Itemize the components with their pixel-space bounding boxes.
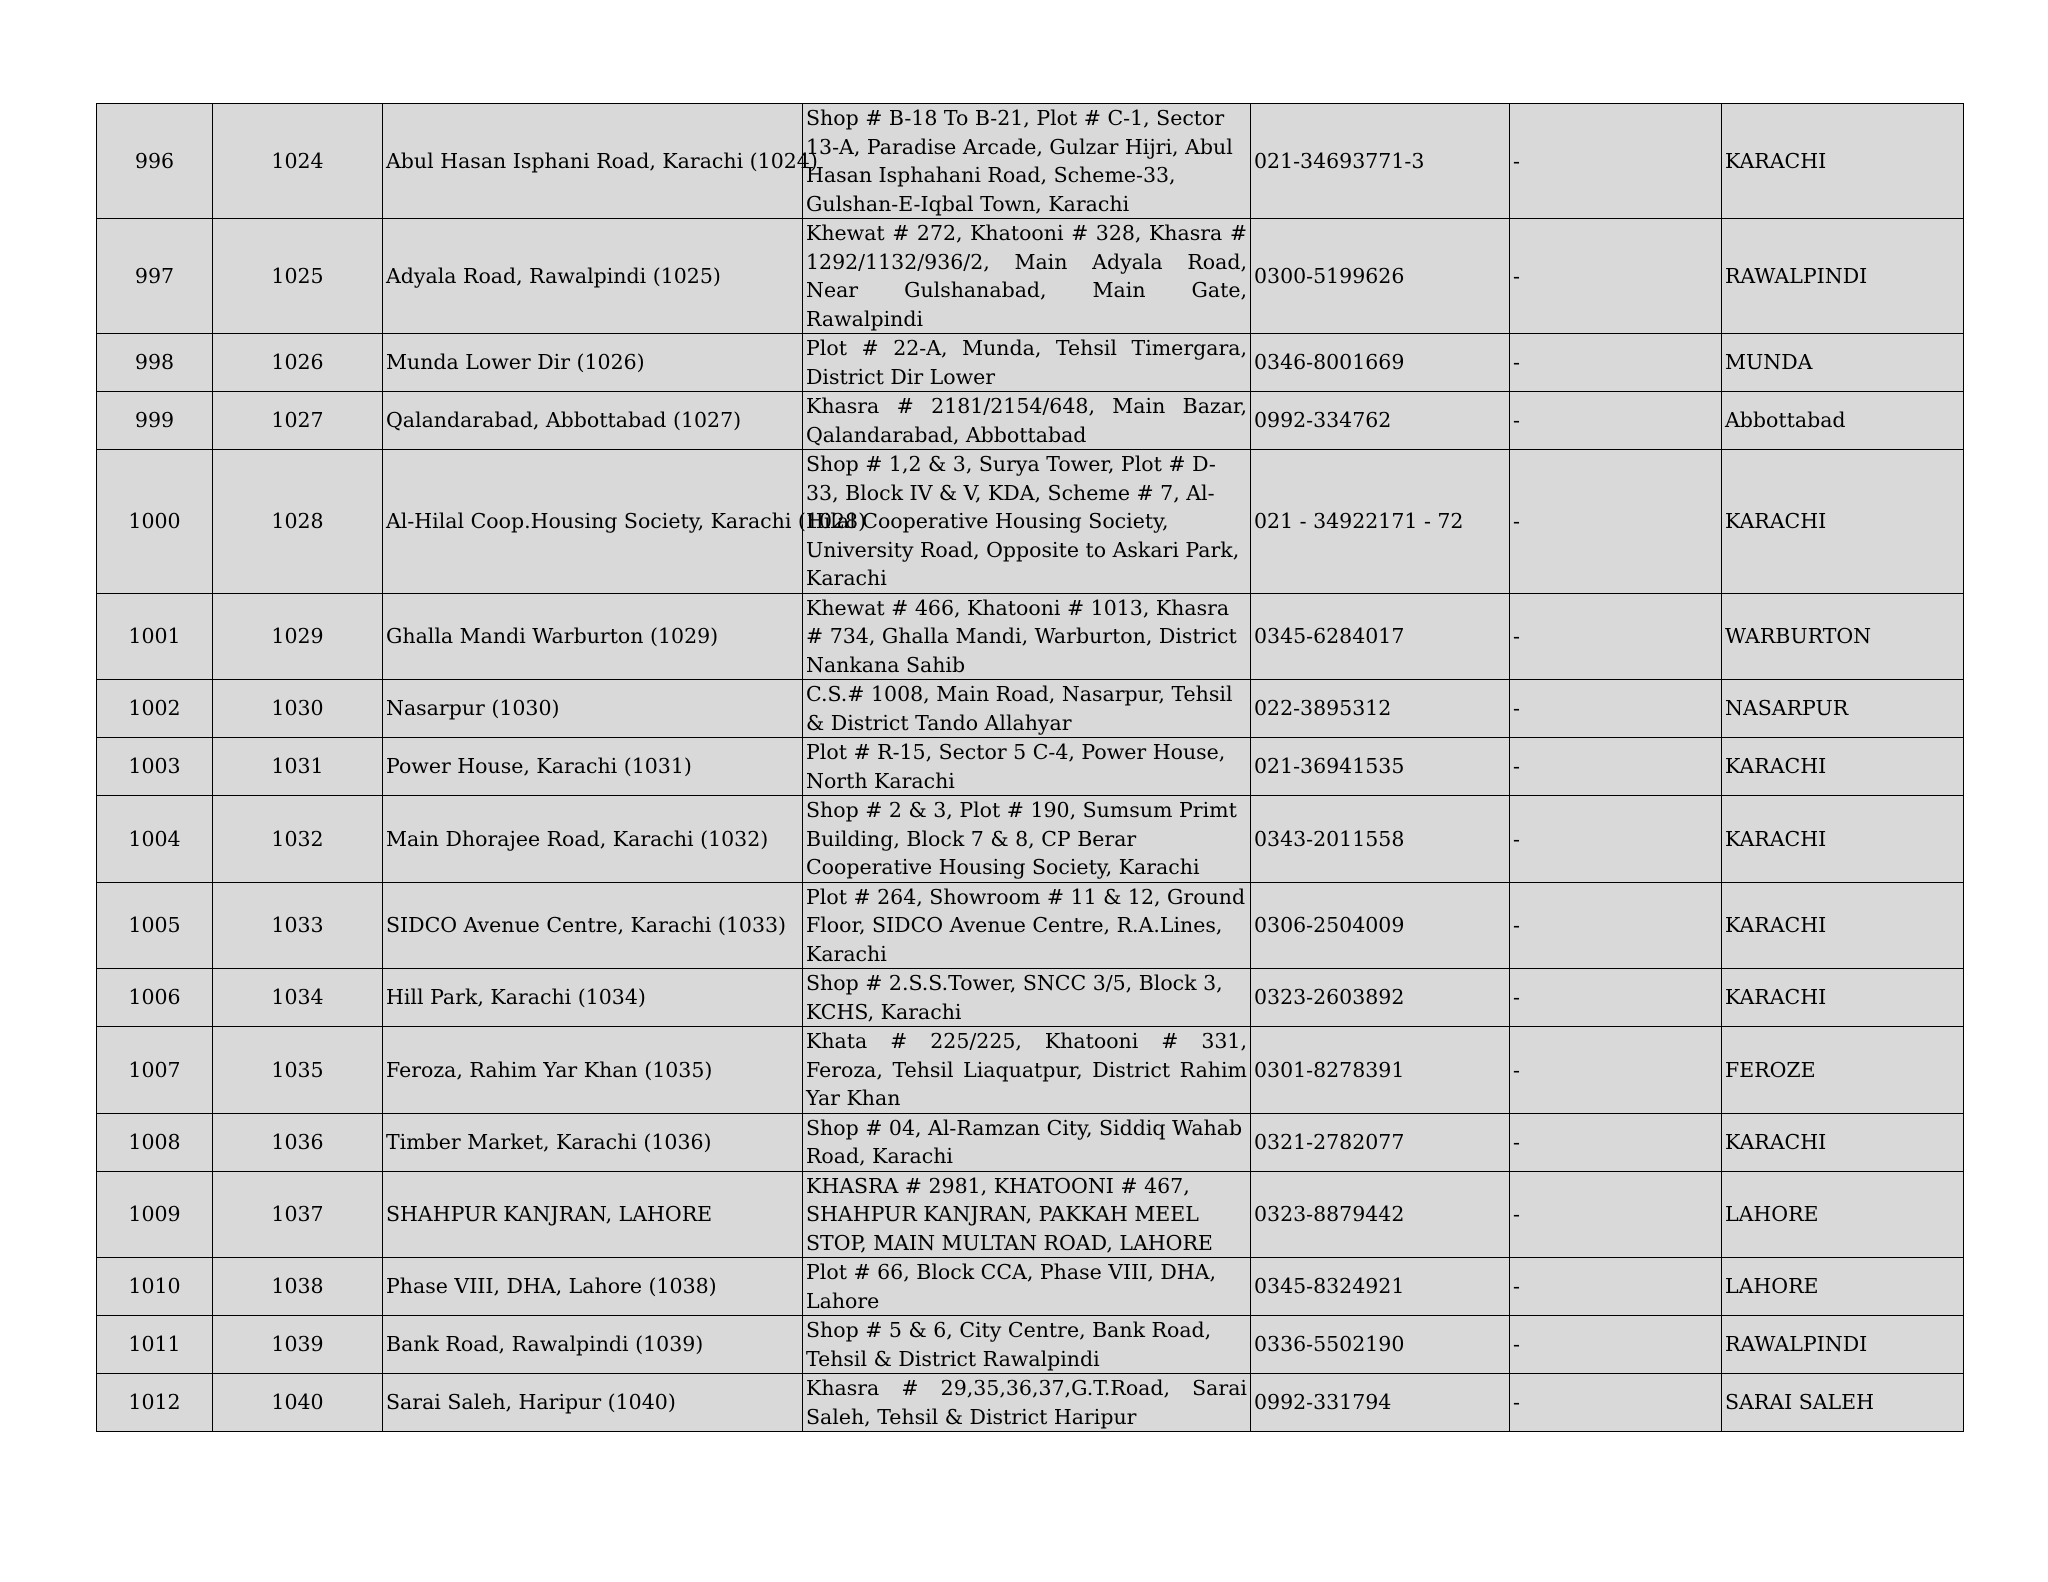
phone-cell: 0323-2603892 <box>1251 969 1510 1027</box>
branch-code-cell: 1026 <box>213 334 383 392</box>
phone-cell: 0345-8324921 <box>1251 1258 1510 1316</box>
city-cell: KARACHI <box>1722 1113 1964 1171</box>
branch-name-cell: Adyala Road, Rawalpindi (1025) <box>383 219 803 334</box>
phone-cell: 022-3895312 <box>1251 680 1510 738</box>
address-cell: Khewat # 272, Khatooni # 328, Khasra # 1292/1132/936/2, Main Adyala Road, Near Gulshanabad, Main Gate, Rawalpindi <box>803 219 1251 334</box>
table-row <box>97 104 1964 219</box>
serial-number-cell: 1002 <box>97 680 213 738</box>
city-cell: RAWALPINDI <box>1722 219 1964 334</box>
branch-code-cell: 1028 <box>213 450 383 594</box>
fax-cell: - <box>1510 334 1722 392</box>
fax-cell: - <box>1510 1374 1722 1432</box>
phone-cell: 0992-334762 <box>1251 392 1510 450</box>
phone-cell: 0336-5502190 <box>1251 1316 1510 1374</box>
city-cell: KARACHI <box>1722 450 1964 594</box>
table-row <box>97 738 1964 796</box>
branch-name-cell: Ghalla Mandi Warburton (1029) <box>383 593 803 680</box>
phone-cell: 0343-2011558 <box>1251 796 1510 883</box>
branch-name-cell: Munda Lower Dir (1026) <box>383 334 803 392</box>
branch-name-cell: Nasarpur (1030) <box>383 680 803 738</box>
phone-cell: 021-36941535 <box>1251 738 1510 796</box>
branch-name-cell: Feroza, Rahim Yar Khan (1035) <box>383 1027 803 1114</box>
address-cell: Plot # 264, Showroom # 11 & 12, Ground Floor, SIDCO Avenue Centre, R.A.Lines, Karachi <box>803 882 1251 969</box>
fax-cell: - <box>1510 450 1722 594</box>
serial-number-cell: 1009 <box>97 1171 213 1258</box>
branch-code-cell: 1036 <box>213 1113 383 1171</box>
branch-code-cell: 1039 <box>213 1316 383 1374</box>
fax-cell: - <box>1510 392 1722 450</box>
serial-number-cell: 1000 <box>97 450 213 594</box>
address-cell: Khata # 225/225, Khatooni # 331, Feroza, Tehsil Liaquatpur, District Rahim Yar Khan <box>803 1027 1251 1114</box>
phone-cell: 021-34693771-3 <box>1251 104 1510 219</box>
address-cell: Shop # 5 & 6, City Centre, Bank Road, Tehsil & District Rawalpindi <box>803 1316 1251 1374</box>
phone-cell: 0306-2504009 <box>1251 882 1510 969</box>
branch-name-cell: Sarai Saleh, Haripur (1040) <box>383 1374 803 1432</box>
city-cell: Abbottabad <box>1722 392 1964 450</box>
serial-number-cell: 1008 <box>97 1113 213 1171</box>
phone-cell: 0321-2782077 <box>1251 1113 1510 1171</box>
branch-code-cell: 1034 <box>213 969 383 1027</box>
fax-cell: - <box>1510 1027 1722 1114</box>
branch-name-cell: Main Dhorajee Road, Karachi (1032) <box>383 796 803 883</box>
branch-code-cell: 1029 <box>213 593 383 680</box>
serial-number-cell: 1004 <box>97 796 213 883</box>
branch-code-cell: 1032 <box>213 796 383 883</box>
address-cell: Shop # 1,2 & 3, Surya Tower, Plot # D-33, Block IV & V, KDA, Scheme # 7, Al-Hilal Cooperative Housing Society, University Road, Opposite to Askari Park, Karachi <box>803 450 1251 594</box>
table-row <box>97 1027 1964 1114</box>
serial-number-cell: 996 <box>97 104 213 219</box>
address-cell: Plot # 22-A, Munda, Tehsil Timergara, District Dir Lower <box>803 334 1251 392</box>
table-row <box>97 450 1964 594</box>
fax-cell: - <box>1510 1316 1722 1374</box>
branch-name-cell: Timber Market, Karachi (1036) <box>383 1113 803 1171</box>
city-cell: WARBURTON <box>1722 593 1964 680</box>
phone-cell: 021 - 34922171 - 72 <box>1251 450 1510 594</box>
serial-number-cell: 1007 <box>97 1027 213 1114</box>
address-cell: C.S.# 1008, Main Road, Nasarpur, Tehsil & District Tando Allahyar <box>803 680 1251 738</box>
table-row <box>97 969 1964 1027</box>
serial-number-cell: 1010 <box>97 1258 213 1316</box>
address-cell: Shop # 2.S.S.Tower, SNCC 3/5, Block 3, KCHS, Karachi <box>803 969 1251 1027</box>
city-cell: MUNDA <box>1722 334 1964 392</box>
serial-number-cell: 998 <box>97 334 213 392</box>
city-cell: FEROZE <box>1722 1027 1964 1114</box>
fax-cell: - <box>1510 680 1722 738</box>
city-cell: KARACHI <box>1722 738 1964 796</box>
fax-cell: - <box>1510 882 1722 969</box>
address-cell: Shop # 2 & 3, Plot # 190, Sumsum Primt Building, Block 7 & 8, CP Berar Cooperative Housing Society, Karachi <box>803 796 1251 883</box>
city-cell: LAHORE <box>1722 1258 1964 1316</box>
branch-code-cell: 1025 <box>213 219 383 334</box>
branch-table <box>96 103 1964 1432</box>
table-row <box>97 882 1964 969</box>
phone-cell: 0301-8278391 <box>1251 1027 1510 1114</box>
serial-number-cell: 1012 <box>97 1374 213 1432</box>
fax-cell: - <box>1510 104 1722 219</box>
branch-name-cell: Bank Road, Rawalpindi (1039) <box>383 1316 803 1374</box>
branch-name-cell: Abul Hasan Isphani Road, Karachi (1024) <box>383 104 803 219</box>
fax-cell: - <box>1510 796 1722 883</box>
table-row <box>97 680 1964 738</box>
fax-cell: - <box>1510 1171 1722 1258</box>
branch-code-cell: 1027 <box>213 392 383 450</box>
city-cell: RAWALPINDI <box>1722 1316 1964 1374</box>
fax-cell: - <box>1510 1258 1722 1316</box>
serial-number-cell: 1005 <box>97 882 213 969</box>
phone-cell: 0300-5199626 <box>1251 219 1510 334</box>
branch-name-cell: Power House, Karachi (1031) <box>383 738 803 796</box>
address-cell: Plot # 66, Block CCA, Phase VIII, DHA, Lahore <box>803 1258 1251 1316</box>
phone-cell: 0345-6284017 <box>1251 593 1510 680</box>
serial-number-cell: 999 <box>97 392 213 450</box>
phone-cell: 0323-8879442 <box>1251 1171 1510 1258</box>
table-row <box>97 1316 1964 1374</box>
branch-code-cell: 1024 <box>213 104 383 219</box>
branch-code-cell: 1031 <box>213 738 383 796</box>
address-cell: KHASRA # 2981, KHATOONI # 467, SHAHPUR KANJRAN, PAKKAH MEEL STOP, MAIN MULTAN ROAD, LAHORE <box>803 1171 1251 1258</box>
address-cell: Khasra # 2181/2154/648, Main Bazar, Qalandarabad, Abbottabad <box>803 392 1251 450</box>
branch-code-cell: 1030 <box>213 680 383 738</box>
branch-name-cell: SIDCO Avenue Centre, Karachi (1033) <box>383 882 803 969</box>
table-row <box>97 1374 1964 1432</box>
city-cell: KARACHI <box>1722 796 1964 883</box>
phone-cell: 0992-331794 <box>1251 1374 1510 1432</box>
table-row <box>97 1171 1964 1258</box>
serial-number-cell: 1003 <box>97 738 213 796</box>
address-cell: Shop # 04, Al-Ramzan City, Siddiq Wahab Road, Karachi <box>803 1113 1251 1171</box>
table-row <box>97 1113 1964 1171</box>
branch-code-cell: 1040 <box>213 1374 383 1432</box>
serial-number-cell: 1011 <box>97 1316 213 1374</box>
table-row <box>97 593 1964 680</box>
branch-code-cell: 1035 <box>213 1027 383 1114</box>
branch-name-cell: Phase VIII, DHA, Lahore (1038) <box>383 1258 803 1316</box>
fax-cell: - <box>1510 738 1722 796</box>
branch-name-cell: SHAHPUR KANJRAN, LAHORE <box>383 1171 803 1258</box>
city-cell: SARAI SALEH <box>1722 1374 1964 1432</box>
fax-cell: - <box>1510 969 1722 1027</box>
branch-name-cell: Qalandarabad, Abbottabad (1027) <box>383 392 803 450</box>
city-cell: KARACHI <box>1722 882 1964 969</box>
fax-cell: - <box>1510 593 1722 680</box>
fax-cell: - <box>1510 1113 1722 1171</box>
address-cell: Khewat # 466, Khatooni # 1013, Khasra # 734, Ghalla Mandi, Warburton, District Nankana Sahib <box>803 593 1251 680</box>
table-row <box>97 219 1964 334</box>
city-cell: LAHORE <box>1722 1171 1964 1258</box>
serial-number-cell: 997 <box>97 219 213 334</box>
branch-name-cell: Al-Hilal Coop.Housing Society, Karachi (1028) <box>383 450 803 594</box>
city-cell: KARACHI <box>1722 104 1964 219</box>
table-row <box>97 334 1964 392</box>
phone-cell: 0346-8001669 <box>1251 334 1510 392</box>
address-cell: Khasra # 29,35,36,37,G.T.Road, Sarai Saleh, Tehsil & District Haripur <box>803 1374 1251 1432</box>
serial-number-cell: 1001 <box>97 593 213 680</box>
serial-number-cell: 1006 <box>97 969 213 1027</box>
branch-code-cell: 1037 <box>213 1171 383 1258</box>
table-row <box>97 392 1964 450</box>
fax-cell: - <box>1510 219 1722 334</box>
address-cell: Shop # B-18 To B-21, Plot # C-1, Sector 13-A, Paradise Arcade, Gulzar Hijri, Abul Hasan Isphahani Road, Scheme-33, Gulshan-E-Iqbal Town, Karachi <box>803 104 1251 219</box>
branch-code-cell: 1033 <box>213 882 383 969</box>
address-cell: Plot # R-15, Sector 5 C-4, Power House, North Karachi <box>803 738 1251 796</box>
city-cell: KARACHI <box>1722 969 1964 1027</box>
table-row <box>97 1258 1964 1316</box>
branch-code-cell: 1038 <box>213 1258 383 1316</box>
table-row <box>97 796 1964 883</box>
table-body <box>97 104 1964 1432</box>
branch-name-cell: Hill Park, Karachi (1034) <box>383 969 803 1027</box>
city-cell: NASARPUR <box>1722 680 1964 738</box>
